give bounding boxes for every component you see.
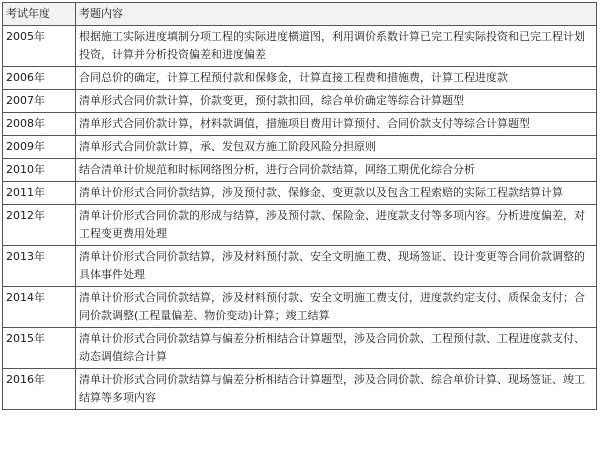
row-content: 清单计价形式合同价款的形成与结算，涉及预付款、保险金、进度款支付等多项内容。分析进度偏差，对工程变更费用处理 [76,205,597,246]
row-year: 2015年 [3,328,76,369]
row-year: 2011年 [3,182,76,205]
row-year: 2010年 [3,159,76,182]
row-content: 清单计价形式合同价款结算，涉及预付款、保修金、变更款以及包含工程索赔的实际工程款结算计算 [76,182,597,205]
table-row [3,67,597,90]
row-year: 2009年 [3,136,76,159]
row-content: 清单形式合同价款计算，价款变更，预付款扣回，综合单价确定等综合计算题型 [76,90,597,113]
row-content: 清单计价形式合同价款结算，涉及材料预付款、安全文明施工费支付，进度款约定支付、质保金支付；合同价款调整(工程量偏差、物价变动)计算；竣工结算 [76,287,597,328]
exam-topics-table [2,2,597,410]
table-row [3,90,597,113]
row-content: 结合清单计价规范和时标网络图分析，进行合同价款结算，网络工期优化综合分析 [76,159,597,182]
table-row [3,328,597,369]
row-year: 2014年 [3,287,76,328]
row-content: 清单计价形式合同价款结算，涉及材料预付款、安全文明施工费、现场签证、设计变更等合同价款调整的具体事件处理 [76,246,597,287]
row-content: 根据施工实际进度填制分项工程的实际进度横道图，利用调价系数计算已完工程实际投资和已完工程计划投资，计算并分析投资偏差和进度偏差 [76,26,597,67]
row-content: 清单计价形式合同价款结算与偏差分析相结合计算题型，涉及合同价款、工程预付款、工程进度款支付、动态调值综合计算 [76,328,597,369]
table-row [3,159,597,182]
row-year: 2007年 [3,90,76,113]
row-year: 2006年 [3,67,76,90]
table-row [3,26,597,67]
row-year: 2016年 [3,369,76,410]
row-year: 2012年 [3,205,76,246]
table-header-row [3,3,597,26]
header-content: 考题内容 [76,3,597,26]
row-year: 2005年 [3,26,76,67]
table-row [3,182,597,205]
row-year: 2008年 [3,113,76,136]
table-row [3,287,597,328]
table-row [3,369,597,410]
header-year: 考试年度 [3,3,76,26]
table-row [3,113,597,136]
table-row [3,246,597,287]
table-row [3,136,597,159]
row-year: 2013年 [3,246,76,287]
row-content: 合同总价的确定，计算工程预付款和保修金，计算直接工程费和措施费，计算工程进度款 [76,67,597,90]
row-content: 清单形式合同价款计算，材料款调值，措施项目费用计算预付、合同价款支付等综合计算题型 [76,113,597,136]
row-content: 清单计价形式合同价款结算与偏差分析相结合计算题型，涉及合同价款、综合单价计算、现场签证、竣工结算等多项内容 [76,369,597,410]
row-content: 清单形式合同价款计算，承、发包双方施工阶段风险分担原则 [76,136,597,159]
table-row [3,205,597,246]
